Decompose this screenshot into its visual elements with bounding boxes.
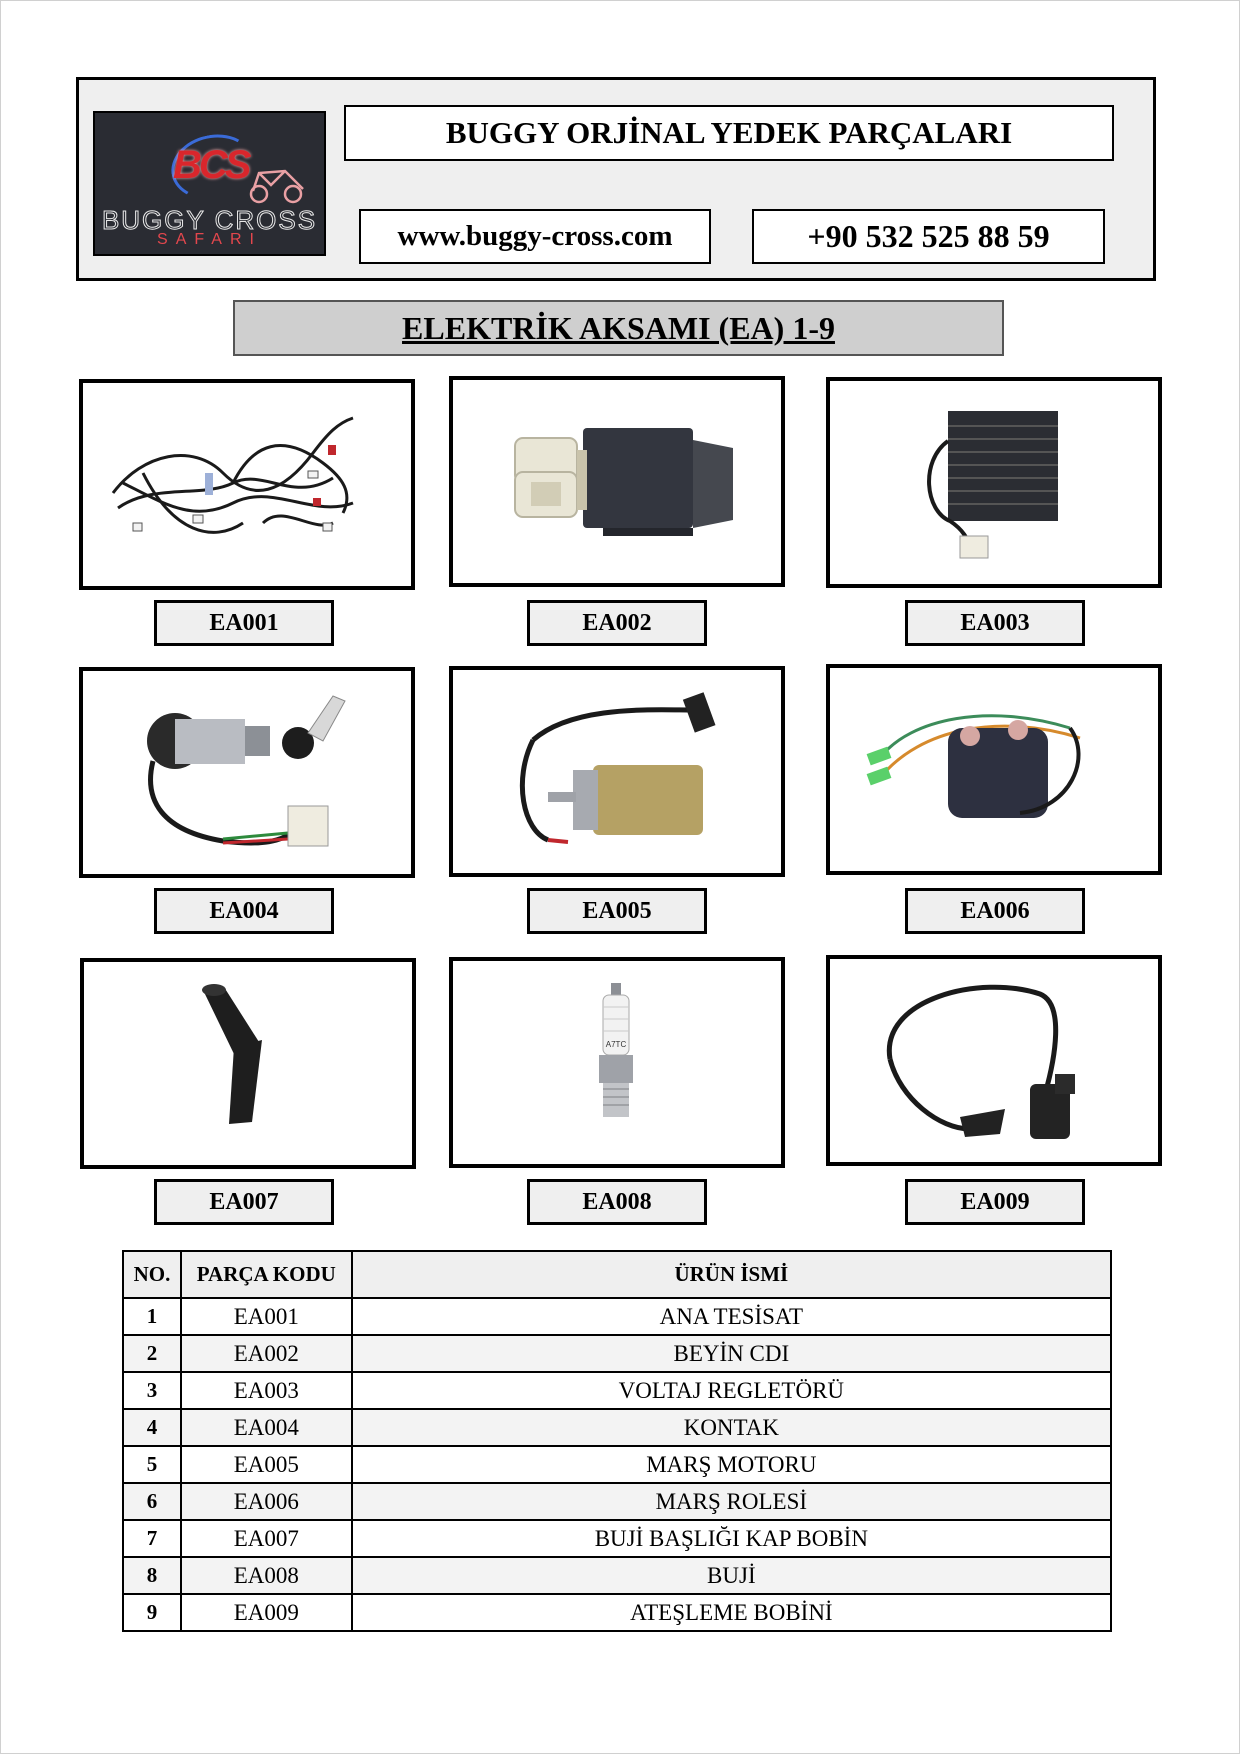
- product-image-ea006[interactable]: [826, 664, 1162, 875]
- table-row: [123, 1520, 1111, 1557]
- table-row: [123, 1409, 1111, 1446]
- wiring-harness-icon: [83, 383, 411, 586]
- table-row: [123, 1372, 1111, 1409]
- product-code-ea007: EA007: [154, 1179, 334, 1225]
- row-no: 4: [123, 1409, 181, 1446]
- logo-name: BUGGY CROSS: [101, 205, 318, 235]
- row-product-name: BEYİN CDI: [352, 1335, 1111, 1372]
- table-row: [123, 1557, 1111, 1594]
- header-no: NO.: [123, 1251, 181, 1298]
- svg-text:A7TC: A7TC: [605, 1040, 627, 1049]
- spark-plug-cap-icon: [84, 962, 412, 1165]
- row-no: 8: [123, 1557, 181, 1594]
- row-part-code: EA006: [181, 1483, 352, 1520]
- ignition-coil-icon: [830, 959, 1158, 1162]
- row-product-name: MARŞ MOTORU: [352, 1446, 1111, 1483]
- row-no: 3: [123, 1372, 181, 1409]
- logo-monogram: BCS: [173, 143, 249, 187]
- product-code-ea005: EA005: [527, 888, 707, 934]
- table-row: [123, 1446, 1111, 1483]
- row-part-code: EA007: [181, 1520, 352, 1557]
- ignition-switch-icon: [83, 671, 411, 874]
- company-logo: [93, 111, 326, 256]
- product-code-ea003: EA003: [905, 600, 1085, 646]
- starter-relay-icon: [830, 668, 1158, 871]
- product-code-ea004: EA004: [154, 888, 334, 934]
- table-row: [123, 1483, 1111, 1520]
- product-image-ea004[interactable]: [79, 667, 415, 878]
- product-code-ea006: EA006: [905, 888, 1085, 934]
- product-image-ea003[interactable]: [826, 377, 1162, 588]
- row-part-code: EA008: [181, 1557, 352, 1594]
- product-image-ea005[interactable]: [449, 666, 785, 877]
- row-product-name: BUJİ: [352, 1557, 1111, 1594]
- row-part-code: EA009: [181, 1594, 352, 1631]
- row-product-name: ANA TESİSAT: [352, 1298, 1111, 1335]
- product-image-ea009[interactable]: [826, 955, 1162, 1166]
- product-code-ea002: EA002: [527, 600, 707, 646]
- row-no: 6: [123, 1483, 181, 1520]
- product-code-ea009: EA009: [905, 1179, 1085, 1225]
- table-row: [123, 1298, 1111, 1335]
- header-product-name: ÜRÜN İSMİ: [352, 1251, 1111, 1298]
- section-title: ELEKTRİK AKSAMI (EA) 1-9: [233, 300, 1004, 356]
- row-part-code: EA004: [181, 1409, 352, 1446]
- row-no: 1: [123, 1298, 181, 1335]
- product-code-ea001: EA001: [154, 600, 334, 646]
- row-part-code: EA003: [181, 1372, 352, 1409]
- starter-motor-icon: [453, 670, 781, 873]
- product-code-ea008: EA008: [527, 1179, 707, 1225]
- row-product-name: ATEŞLEME BOBİNİ: [352, 1594, 1111, 1631]
- row-no: 9: [123, 1594, 181, 1631]
- product-image-ea002[interactable]: [449, 376, 785, 587]
- logo-subtitle: SAFARI: [157, 231, 262, 248]
- row-no: 2: [123, 1335, 181, 1372]
- spark-plug-icon: [453, 961, 781, 1164]
- product-image-ea001[interactable]: [79, 379, 415, 590]
- voltage-regulator-icon: [830, 381, 1158, 584]
- row-product-name: VOLTAJ REGLETÖRÜ: [352, 1372, 1111, 1409]
- phone-number[interactable]: +90 532 525 88 59: [752, 209, 1105, 264]
- table-row: [123, 1335, 1111, 1372]
- row-no: 5: [123, 1446, 181, 1483]
- table-row: [123, 1594, 1111, 1631]
- website-link[interactable]: www.buggy-cross.com: [359, 209, 711, 264]
- buggy-icon: [245, 161, 307, 205]
- row-product-name: KONTAK: [352, 1409, 1111, 1446]
- product-image-ea007[interactable]: [80, 958, 416, 1169]
- row-part-code: EA001: [181, 1298, 352, 1335]
- table-header-row: [123, 1251, 1111, 1298]
- row-part-code: EA002: [181, 1335, 352, 1372]
- product-image-ea008[interactable]: [449, 957, 785, 1168]
- row-product-name: MARŞ ROLESİ: [352, 1483, 1111, 1520]
- parts-table: [122, 1250, 1112, 1632]
- row-product-name: BUJİ BAŞLIĞI KAP BOBİN: [352, 1520, 1111, 1557]
- row-part-code: EA005: [181, 1446, 352, 1483]
- cdi-unit-icon: [453, 380, 781, 583]
- row-no: 7: [123, 1520, 181, 1557]
- catalog-title: BUGGY ORJİNAL YEDEK PARÇALARI: [344, 105, 1114, 161]
- header-part-code: PARÇA KODU: [181, 1251, 352, 1298]
